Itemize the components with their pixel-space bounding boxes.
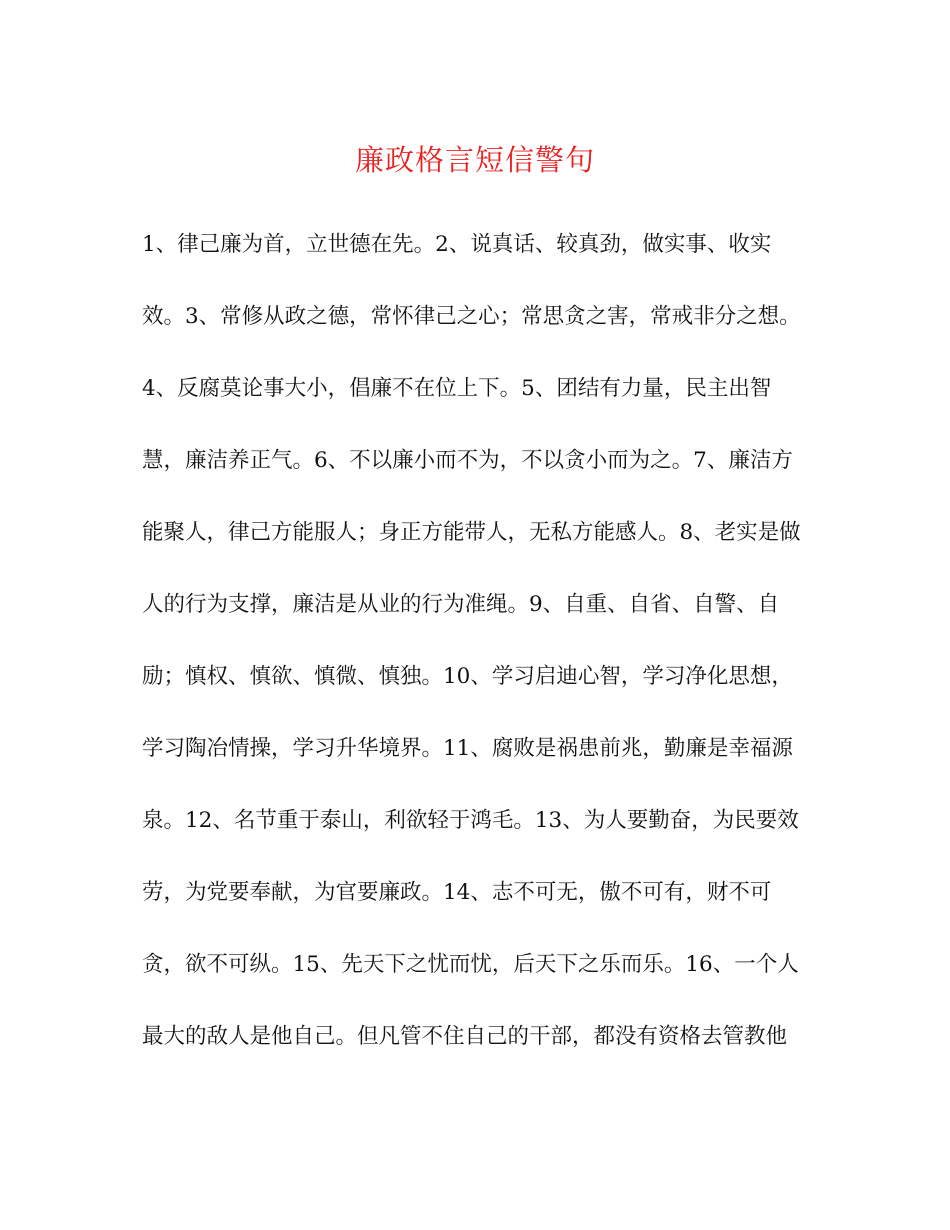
body-line: 效。3、常修从政之德，常怀律己之心；常思贪之害，常戒非分之想。 <box>142 304 801 329</box>
body-line: 励；慎权、慎欲、慎微、慎独。10、学习启迪心智，学习净化思想， <box>142 664 793 689</box>
body-line: 能聚人，律己方能服人；身正方能带人，无私方能感人。8、老实是做 <box>142 520 801 545</box>
body-line: 4、反腐莫论事大小，倡廉不在位上下。5、团结有力量，民主出智 <box>142 376 772 401</box>
body-line: 学习陶冶情操，学习升华境界。11、腐败是祸患前兆，勤廉是幸福源 <box>142 736 793 761</box>
body-line: 最大的敌人是他自己。但凡管不住自己的干部，都没有资格去管教他 <box>142 1024 788 1049</box>
body-line: 泉。12、名节重于泰山，利欲轻于鸿毛。13、为人要勤奋，为民要效 <box>142 808 799 833</box>
document-title: 廉政格言短信警句 <box>354 143 595 177</box>
body-line: 1、律己廉为首，立世德在先。2、说真话、较真劲，做实事、收实 <box>142 232 772 257</box>
body-line: 劳，为党要奉献，为官要廉政。14、志不可无，傲不可有，财不可 <box>142 880 772 905</box>
body-line: 慧，廉洁养正气。6、不以廉小而不为，不以贪小而为之。7、廉洁方 <box>142 448 793 473</box>
body-line: 贪，欲不可纵。15、先天下之忧而忧，后天下之乐而乐。16、一个人 <box>142 952 799 977</box>
body-line: 人的行为支撑，廉洁是从业的行为准绳。9、自重、自省、自警、自 <box>142 592 780 617</box>
